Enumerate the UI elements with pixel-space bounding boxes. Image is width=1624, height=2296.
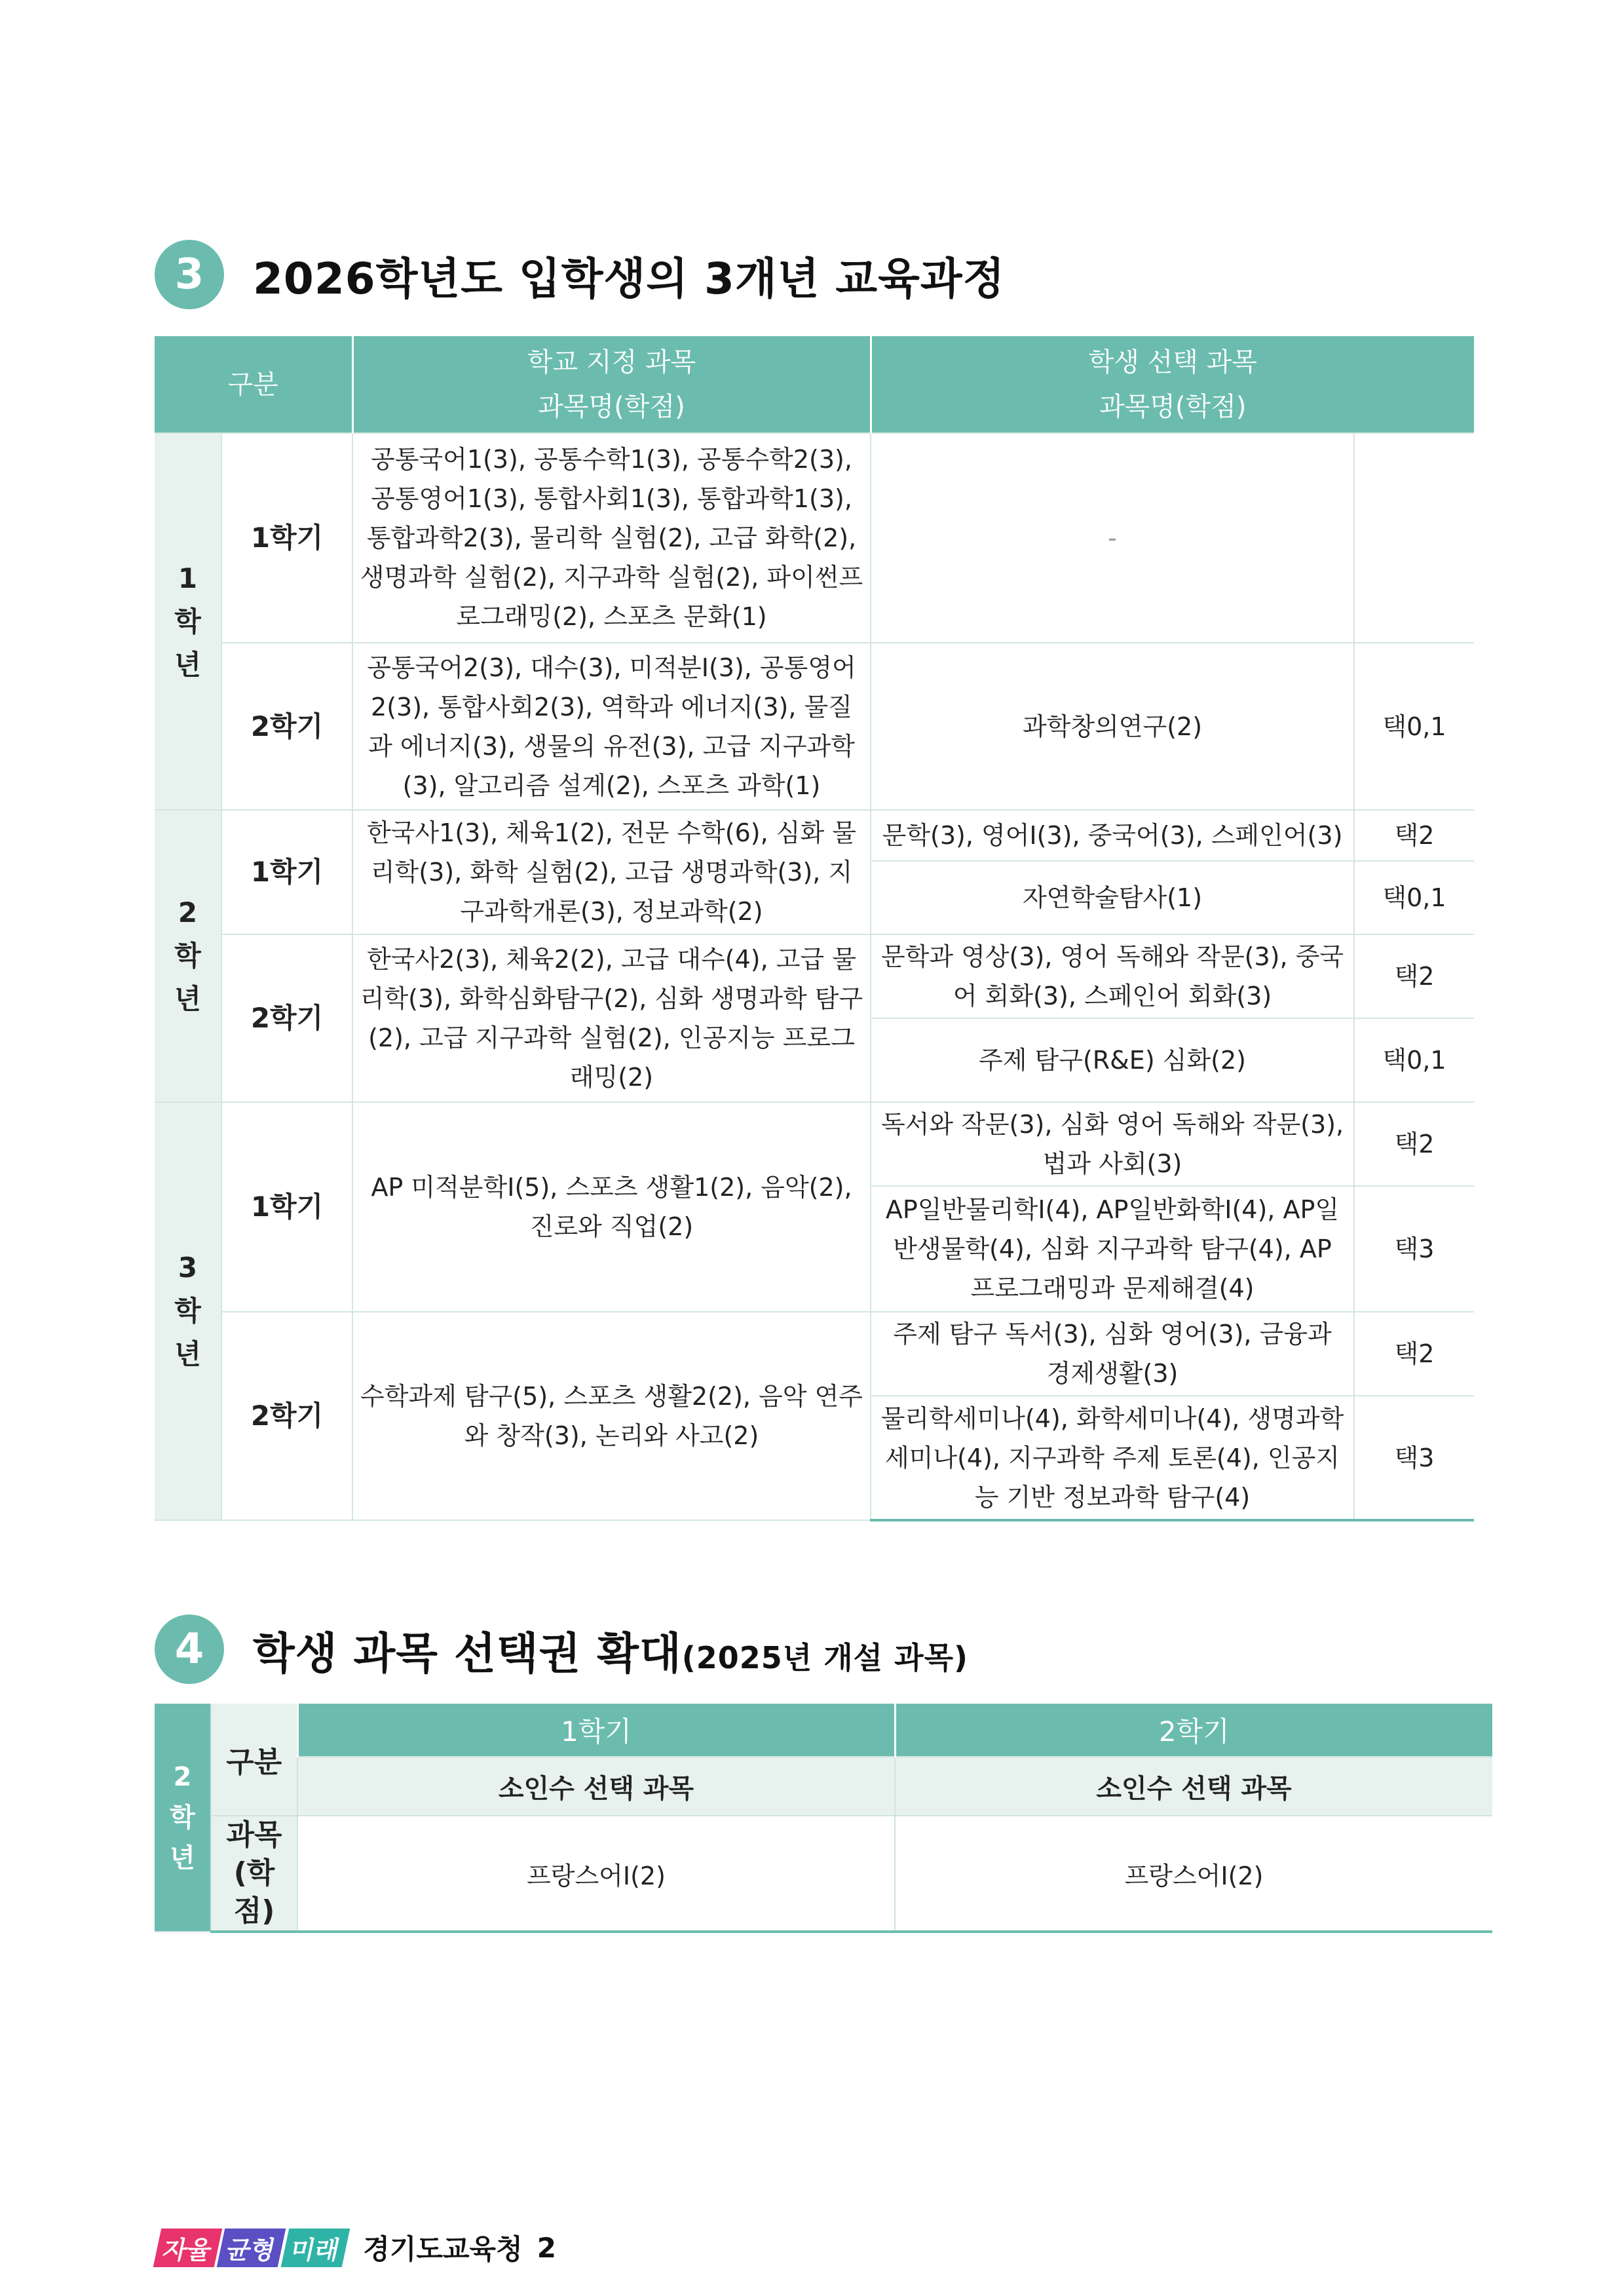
- school-courses: 공통국어1(3), 공통수학1(3), 공통수학2(3), 공통영어1(3), 통합사회1(3), 통합과학1(3), 통합과학2(3), 물리학 실험(2), 고급 화학(2), 생명과학 실험(2), 지구과학 실험(2), 파이썬프로그래밍(2), 스포츠 문화(1): [352, 433, 871, 643]
- table-row: [155, 934, 1474, 1018]
- student-courses: 문학과 영상(3), 영어 독해와 작문(3), 중국어 회화(3), 스페인어 회화(3): [871, 934, 1354, 1018]
- semester-2-header: 2학기: [895, 1704, 1492, 1757]
- choice-count: 택3: [1354, 1186, 1474, 1312]
- header-school-line2: 과목명(학점): [538, 391, 685, 422]
- course-type-1: 소인수 선택 과목: [297, 1757, 895, 1816]
- school-courses: 한국사1(3), 체육1(2), 전문 수학(6), 심화 물리학(3), 화학 실험(2), 고급 생명과학(3), 지구과학개론(3), 정보과학(2): [352, 810, 871, 934]
- semester-label: 1학기: [221, 810, 352, 934]
- table-row: [155, 810, 1474, 861]
- choice-count: 택2: [1354, 934, 1474, 1018]
- choice-count: 택3: [1354, 1396, 1474, 1520]
- header-school: [352, 336, 871, 433]
- year-1-label: 1 학 년: [155, 433, 221, 810]
- semester-1-header: 1학기: [297, 1704, 895, 1757]
- year-2-label: 2 학 년: [155, 810, 221, 1102]
- school-courses: 공통국어2(3), 대수(3), 미적분Ⅰ(3), 공통영어2(3), 통합사회2(3), 역학과 에너지(3), 물질과 에너지(3), 생물의 유전(3), 고급 지구과학(3), 알고리즘 설계(2), 스포츠 과학(1): [352, 643, 871, 810]
- footer-tag-autonomy: 자율: [153, 2229, 223, 2267]
- student-courses: 주제 탐구 독서(3), 심화 영어(3), 금융과 경제생활(3): [871, 1312, 1354, 1396]
- curriculum-table: [155, 336, 1474, 1521]
- student-courses: 물리학세미나(4), 화학세미나(4), 생명과학세미나(4), 지구과학 주제 토론(4), 인공지능 기반 정보과학 탐구(4): [871, 1396, 1354, 1520]
- course-type-2: 소인수 선택 과목: [895, 1757, 1492, 1816]
- table-row: [155, 643, 1474, 810]
- header-student-line2: 과목명(학점): [1099, 391, 1247, 422]
- student-courses: 주제 탐구(R&E) 심화(2): [871, 1018, 1354, 1102]
- section4-number: 4: [155, 1615, 224, 1684]
- course-1: 프랑스어Ⅰ(2): [297, 1816, 895, 1932]
- header-category: 구분: [155, 336, 352, 433]
- choice-count: 택0,1: [1354, 861, 1474, 934]
- section4-heading: [155, 1615, 968, 1684]
- student-courses: 과학창의연구(2): [871, 643, 1354, 810]
- semester-label: 2학기: [221, 934, 352, 1102]
- student-courses: -: [871, 433, 1354, 643]
- section3-title: 2026학년도 입학생의 3개년 교육과정: [253, 253, 1006, 304]
- course-2: 프랑스어Ⅰ(2): [895, 1816, 1492, 1932]
- course-row-label: 과목 (학점): [211, 1816, 297, 1932]
- year-3-label: 3 학 년: [155, 1102, 221, 1520]
- school-courses: 한국사2(3), 체육2(2), 고급 대수(4), 고급 물리학(3), 화학심화탐구(2), 심화 생명과학 탐구(2), 고급 지구과학 실험(2), 인공지능 프로그래밍(2): [352, 934, 871, 1102]
- section3-number: 3: [155, 240, 224, 309]
- table-row: [155, 1102, 1474, 1186]
- table-row: [155, 1312, 1474, 1396]
- semester-label: 2학기: [221, 1312, 352, 1520]
- table-row: [155, 1816, 1492, 1932]
- student-courses: 문학(3), 영어Ⅰ(3), 중국어(3), 스페인어(3): [871, 810, 1354, 861]
- table-row: [155, 1704, 1492, 1757]
- header-student-line1: 학생 선택 과목: [1088, 347, 1257, 377]
- elective-table: [155, 1704, 1492, 1933]
- semester-label: 2학기: [221, 643, 352, 810]
- header-student: [871, 336, 1474, 433]
- page-number: 2: [537, 2231, 556, 2264]
- student-courses: 독서와 작문(3), 심화 영어 독해와 작문(3), 법과 사회(3): [871, 1102, 1354, 1186]
- footer-org: 경기도교육청: [363, 2233, 523, 2265]
- footer-tag-balance: 균형: [217, 2229, 286, 2267]
- year-label: 2 학 년: [155, 1704, 211, 1932]
- footer-tag-future: 미래: [281, 2229, 350, 2267]
- semester-label: 1학기: [221, 433, 352, 643]
- choice-count: 택2: [1354, 810, 1474, 861]
- choice-count: 택2: [1354, 1312, 1474, 1396]
- section4-title-main: 학생 과목 선택권 확대: [253, 1628, 682, 1679]
- student-courses: AP일반물리학Ⅰ(4), AP일반화학Ⅰ(4), AP일반생물학(4), 심화 지구과학 탐구(4), AP 프로그래밍과 문제해결(4): [871, 1186, 1354, 1312]
- school-courses: AP 미적분학Ⅰ(5), 스포츠 생활1(2), 음악(2), 진로와 직업(2): [352, 1102, 871, 1312]
- category-label: 구분: [211, 1704, 297, 1816]
- section4-title: [253, 1618, 968, 1681]
- school-courses: 수학과제 탐구(5), 스포츠 생활2(2), 음악 연주와 창작(3), 논리와 사고(2): [352, 1312, 871, 1520]
- choice-count: 택0,1: [1354, 1018, 1474, 1102]
- page-footer: [157, 2228, 556, 2267]
- semester-label: 1학기: [221, 1102, 352, 1312]
- header-school-line1: 학교 지정 과목: [527, 347, 696, 377]
- student-courses: 자연학술탐사(1): [871, 861, 1354, 934]
- section3-heading: [155, 240, 1005, 309]
- table-row: [155, 1757, 1492, 1816]
- section4-subtitle: (2025년 개설 과목): [681, 1639, 969, 1675]
- choice-count: [1354, 433, 1474, 643]
- choice-count: 택0,1: [1354, 643, 1474, 810]
- table-row: [155, 433, 1474, 643]
- choice-count: 택2: [1354, 1102, 1474, 1186]
